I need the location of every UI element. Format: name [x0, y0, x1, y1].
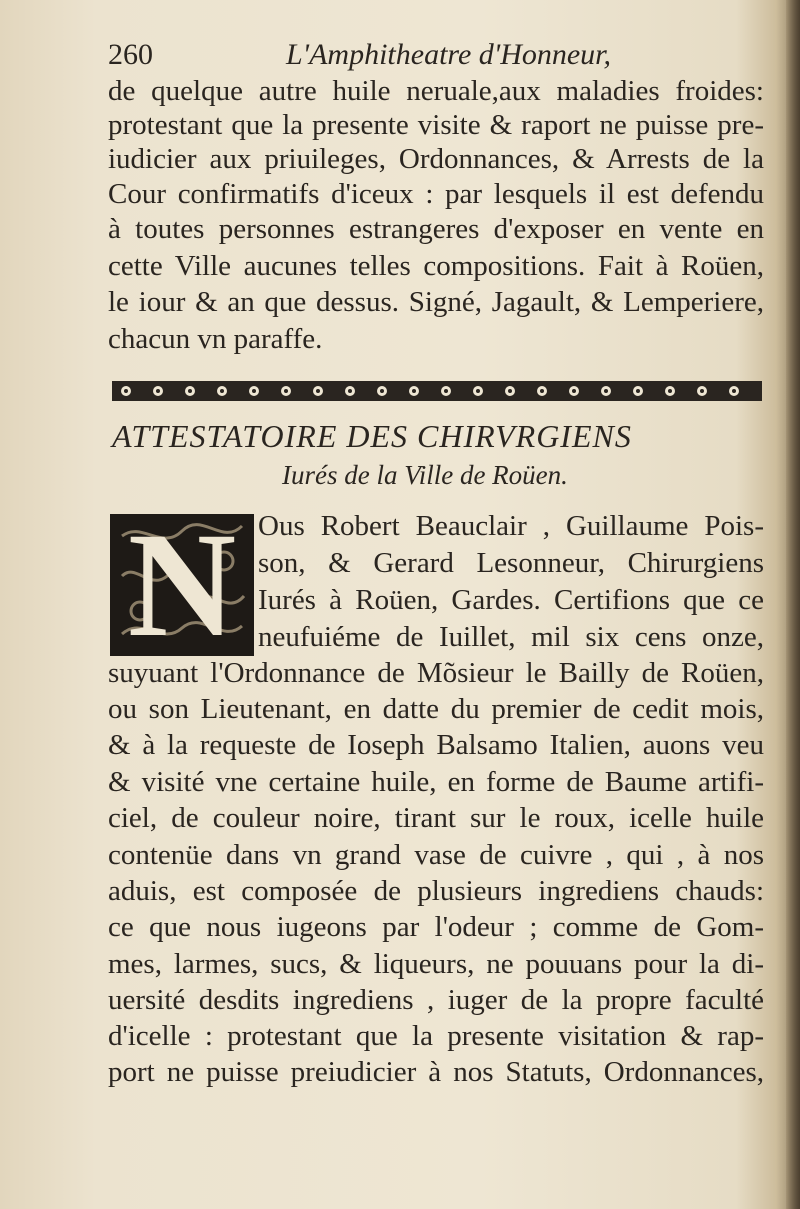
text-line: port ne puisse preiudicier à nos Statuts, Ordonnances, — [108, 1056, 764, 1088]
page-number: 260 — [108, 38, 153, 71]
text-line: le iour & an que dessus. Signé, Jagault, & Lemperiere, — [108, 286, 764, 318]
text-line: Ous Robert Beauclair , Guillaume Pois- — [258, 510, 764, 542]
page-gutter-shadow — [786, 0, 800, 1209]
text-line: suyuant l'Ordonnance de Mõsieur le Bailly de Roüen, — [108, 657, 764, 689]
text-line: & visité vne certaine huile, en forme de Baume artifi- — [108, 766, 764, 798]
text-line: ciel, de couleur noire, tirant sur le roux, icelle huile — [108, 802, 764, 834]
text-line: aduis, est composée de plusieurs ingrediens chauds: — [108, 875, 764, 907]
decorated-initial — [110, 502, 254, 668]
section-subtitle: Iurés de la Ville de Roüen. — [282, 460, 568, 490]
text-line: contenüe dans vn grand vase de cuivre , qui , à nos — [108, 839, 764, 871]
section-title: ATTESTATOIRE DES CHIRVRGIENS — [112, 418, 632, 454]
text-line: uersité desdits ingrediens , iuger de la propre faculté — [108, 984, 764, 1016]
text-line: de quelque autre huile neruale,aux maladies froides: — [108, 75, 764, 107]
text-line: neufuiéme de Iuillet, mil six cens onze, — [258, 621, 764, 653]
text-line: & à la requeste de Ioseph Balsamo Italien, auons veu — [108, 729, 764, 761]
text-line: à toutes personnes estrangeres d'exposer en vente en — [108, 213, 764, 245]
running-title: L'Amphitheatre d'Honneur, — [286, 38, 612, 71]
text-line: chacun vn paraffe. — [108, 323, 323, 355]
text-line: protestant que la presente visite & raport ne puisse pre- — [108, 109, 764, 141]
text-line: d'icelle : protestant que la presente visitation & rap- — [108, 1020, 764, 1052]
page-header — [108, 38, 788, 78]
text-line: iudicier aux priuileges, Ordonnances, & Arrests de la — [108, 143, 764, 175]
text-line: Cour confirmatifs d'iceux : par lesquels il est defendu — [108, 178, 764, 210]
text-line: mes, larmes, sucs, & liqueurs, ne pouuans pour la di- — [108, 948, 764, 980]
initial-letter: N — [127, 502, 237, 668]
text-line: cette Ville aucunes telles compositions. Fait à Roüen, — [108, 250, 764, 282]
text-line: ou son Lieutenant, en datte du premier de cedit mois, — [108, 693, 764, 725]
ornamental-border-icon — [112, 378, 762, 404]
text-line: Iurés à Roüen, Gardes. Certifions que ce — [258, 584, 764, 616]
text-line: ce que nous iugeons par l'odeur ; comme de Gom- — [108, 911, 764, 943]
text-line: son, & Gerard Lesonneur, Chirurgiens — [258, 547, 764, 579]
